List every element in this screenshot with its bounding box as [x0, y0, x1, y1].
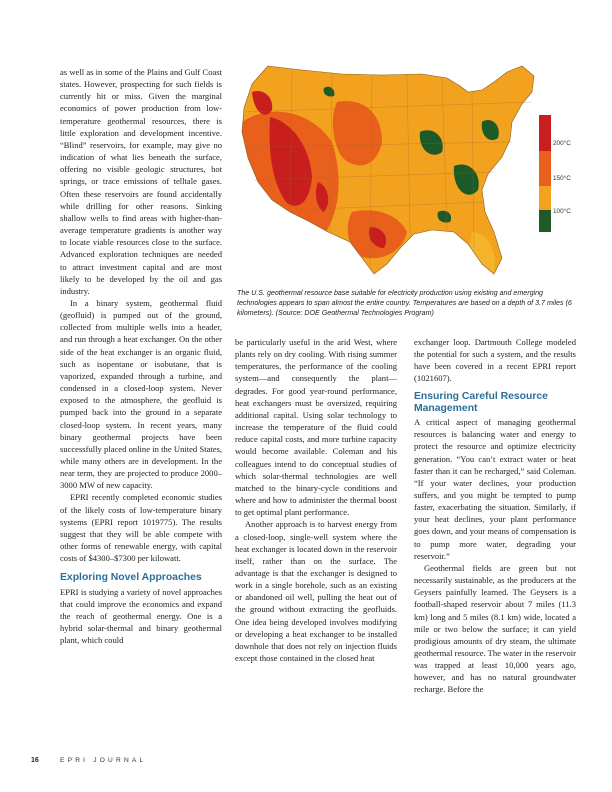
legend-label-200: 200°C	[553, 140, 571, 147]
legend-label-150: 150°C	[553, 175, 571, 182]
section-heading: Exploring Novel Approaches	[60, 572, 202, 584]
legend-swatch-100	[539, 186, 551, 210]
temperature-legend	[539, 115, 551, 232]
text-column-1	[60, 66, 222, 646]
section-heading: Ensuring Careful Resource Management	[414, 390, 548, 414]
legend-swatch-200	[539, 115, 551, 151]
us-map-graphic	[232, 62, 568, 286]
legend-swatch-150	[539, 151, 551, 186]
paragraph: as well as in some of the Plains and Gulf Coast states. However, prospecting for such fields is currently hit or miss. Given the marginal economics of power production from low-temperature geothermal resources, there is little exploration and development incentive. “Blind” reservoirs, for example, may give no indication of what lies beneath the surface, offering no visible geologic structures, hot springs, or trace emissions of telltale gases. Often these reservoirs are found accidentally while drilling for other reasons. Sinking shallow wells to find areas with higher-than-average temperature gradients is another way to locate viable resources close to the surface. Advanced exploration techniques are needed to attract investment capital and are most likely to be developed by the oil and gas industry.	[60, 67, 222, 296]
figure-caption: The U.S. geothermal resource base suitable for electricity production using existing and emerging technologies appears to span almost the entire country. Temperatures are based on a depth of 3.7 miles (6 kilometers). (Source: DOE Geothermal Technologies Program)	[237, 289, 572, 318]
paragraph: be particularly useful in the arid West, where plants rely on dry cooling. With rising summer temperatures, the performance of the cooling system—and consequently the plant—degrades. For good year-round performance, heat exchangers must be oversized, requiring additional capital. Using solar technology to increase the temperature of the fluid could reduce capital costs, and more turbine capacity would become available. Coleman and his colleagues intend to do conceptual studies of which solar-thermal technologies are well matched to the binary-cycle conditions and where and how to administer the thermal boost to get optimal plant performance.	[235, 337, 397, 518]
paragraph: EPRI is studying a variety of novel approaches that could improve the economics and expand the reach of geothermal energy. One is a hybrid solar-thermal and binary geothermal plant, which could	[60, 586, 222, 646]
paragraph: Another approach is to harvest energy from a closed-loop, single-well system where the heat exchanger is located down in the reservoir itself, rather than on the surface. The advantage is that the exchanger is designed to work in a single borehole, such as an existing or abandoned oil well, pulling the heat out of the ground without extracting the geofluids. One idea being developed involves modifying or developing a heat exchanger to be installed downhole that does not rely on injection fluids except those contained in the closed heat	[235, 519, 397, 664]
paragraph: In a binary system, geothermal fluid (geofluid) is pumped out of the ground, collected from multiple wells into a header, and run through a heat exchanger. On the other side of the heat exchanger is an organic fluid, such as isopentane or isobutane, that is vaporized, expanded through a turbine, and condensed in a closed-loop system. Never exposed to the atmosphere, the geofluid is pumped back into the ground in a separate closed-loop system. In recent years, many binary geothermal projects have been successfully placed online in the United States, while many others are in development. In the near term, they are projected to produce 2000–3000 MW of new capacity.	[60, 297, 222, 491]
geothermal-map	[232, 62, 568, 286]
paragraph: EPRI recently completed economic studies of the likely costs of low-temperature binary systems (EPRI report 1019775). The results suggest that they will be able compete with other forms of renewable energy, with capital costs of $4300–$7300 per kilowatt.	[60, 492, 222, 564]
legend-swatch-low	[539, 210, 551, 232]
paragraph: A critical aspect of managing geothermal resources is balancing water and energy to protect the resource and optimize electricity generation. “You can’t extract water or heat faster than it can be recharged,” said Coleman. “If your water declines, your production suffers, and you might be tempted to pump faster, exacerbating the situation. Similarly, if your heat declines, your plant performance goes down, and your means of compensation is to pump more water, degrading your reservoir.”	[414, 417, 576, 561]
legend-label-100: 100°C	[553, 208, 571, 215]
paragraph: exchanger loop. Dartmouth College modeled the potential for such a system, and the results have been covered in a recent EPRI report (1021607).	[414, 337, 576, 384]
text-column-2	[235, 336, 397, 664]
page-number: 16	[31, 757, 39, 764]
journal-name: EPRI JOURNAL	[60, 757, 147, 764]
paragraph: Geothermal fields are green but not necessarily sustainable, as the producers at the Geysers painfully learned. The Geysers is a football-shaped reservoir about 7 miles (11.3 km) long and 5 miles (8.1 km) wide, located a mile or two below the surface; it can yield prodigious amounts of dry steam, the ultimate geothermal resource. The water in the reservoir was trapped at least 10,000 years ago, however, and has no natural groundwater recharge. Before the	[414, 562, 576, 695]
text-column-3	[414, 336, 576, 696]
